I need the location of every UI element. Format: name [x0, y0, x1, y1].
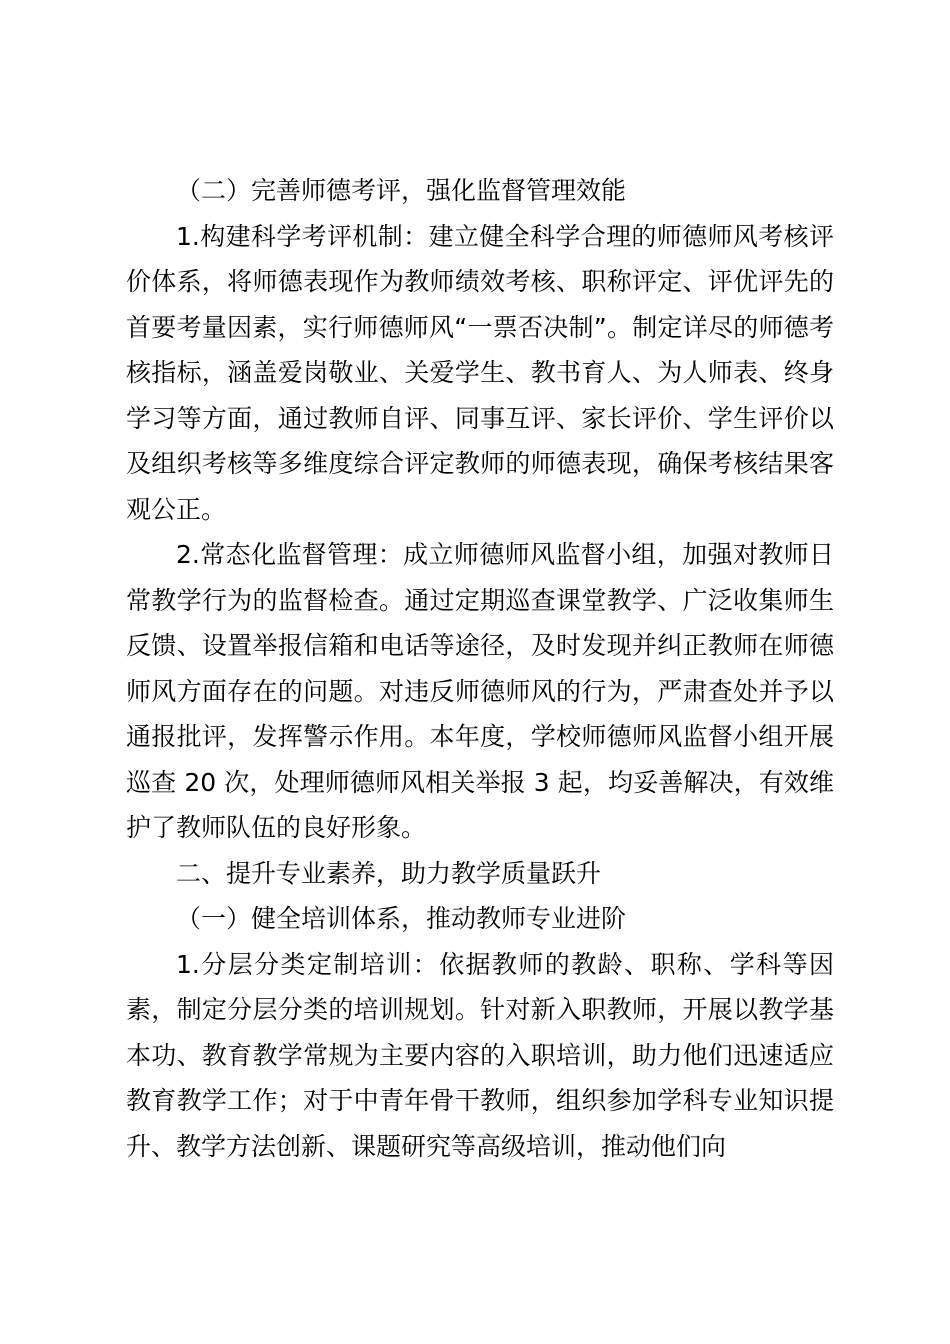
section-heading-improve-evaluation: （二）完善师德考评，强化监督管理效能 [176, 176, 627, 205]
section-heading-professional-quality: 二、提升专业素养，助力教学质量跃升 [176, 858, 602, 888]
section-heading-training-system: （一）健全培训体系，推动教师专业进阶 [176, 904, 627, 933]
paragraph-evaluation-mechanism: 1.构建科学考评机制：建立健全科学合理的师德师风考核评价体系，将师德表现作为教师绩效考核、职称评定、评优评先的首要考量因素，实行师德师风“一票否决制”。制定详尽的师德考核指标，涵盖爱岗敬业、关爱学生、教书育人、为人师表、终身学习等方面，通过教师自评、同事互评、家长评价、学生评价以及组织考核等多维度综合评定教师的师德表现，确保考核结果客观公正。 [126, 221, 834, 524]
document-body [126, 168, 834, 1169]
paragraph-supervision-management: 2.常态化监督管理：成立师德师风监督小组，加强对教师日常教学行为的监督检查。通过定期巡查课堂教学、广泛收集师生反馈、设置举报信箱和电话等途径，及时发现并纠正教师在师德师风方面存在的问题。对违反师德师风的行为，严肃查处并予以通报批评，发挥警示作用。本年度，学校师德师风监督小组开展巡查 20 次，处理师德师风相关举报 3 起，均妥善解决，有效维护了教师队伍的良好形象。 [126, 540, 834, 842]
paragraph-tiered-training: 1.分层分类定制培训：依据教师的教龄、职称、学科等因素，制定分层分类的培训规划。针对新入职教师，开展以教学基本功、教育教学常规为主要内容的入职培训，助力他们迅速适应教育教学工作；对于中青年骨干教师，组织参加学科专业知识提升、教学方法创新、课题研究等高级培训，推动他们向 [126, 949, 834, 1161]
